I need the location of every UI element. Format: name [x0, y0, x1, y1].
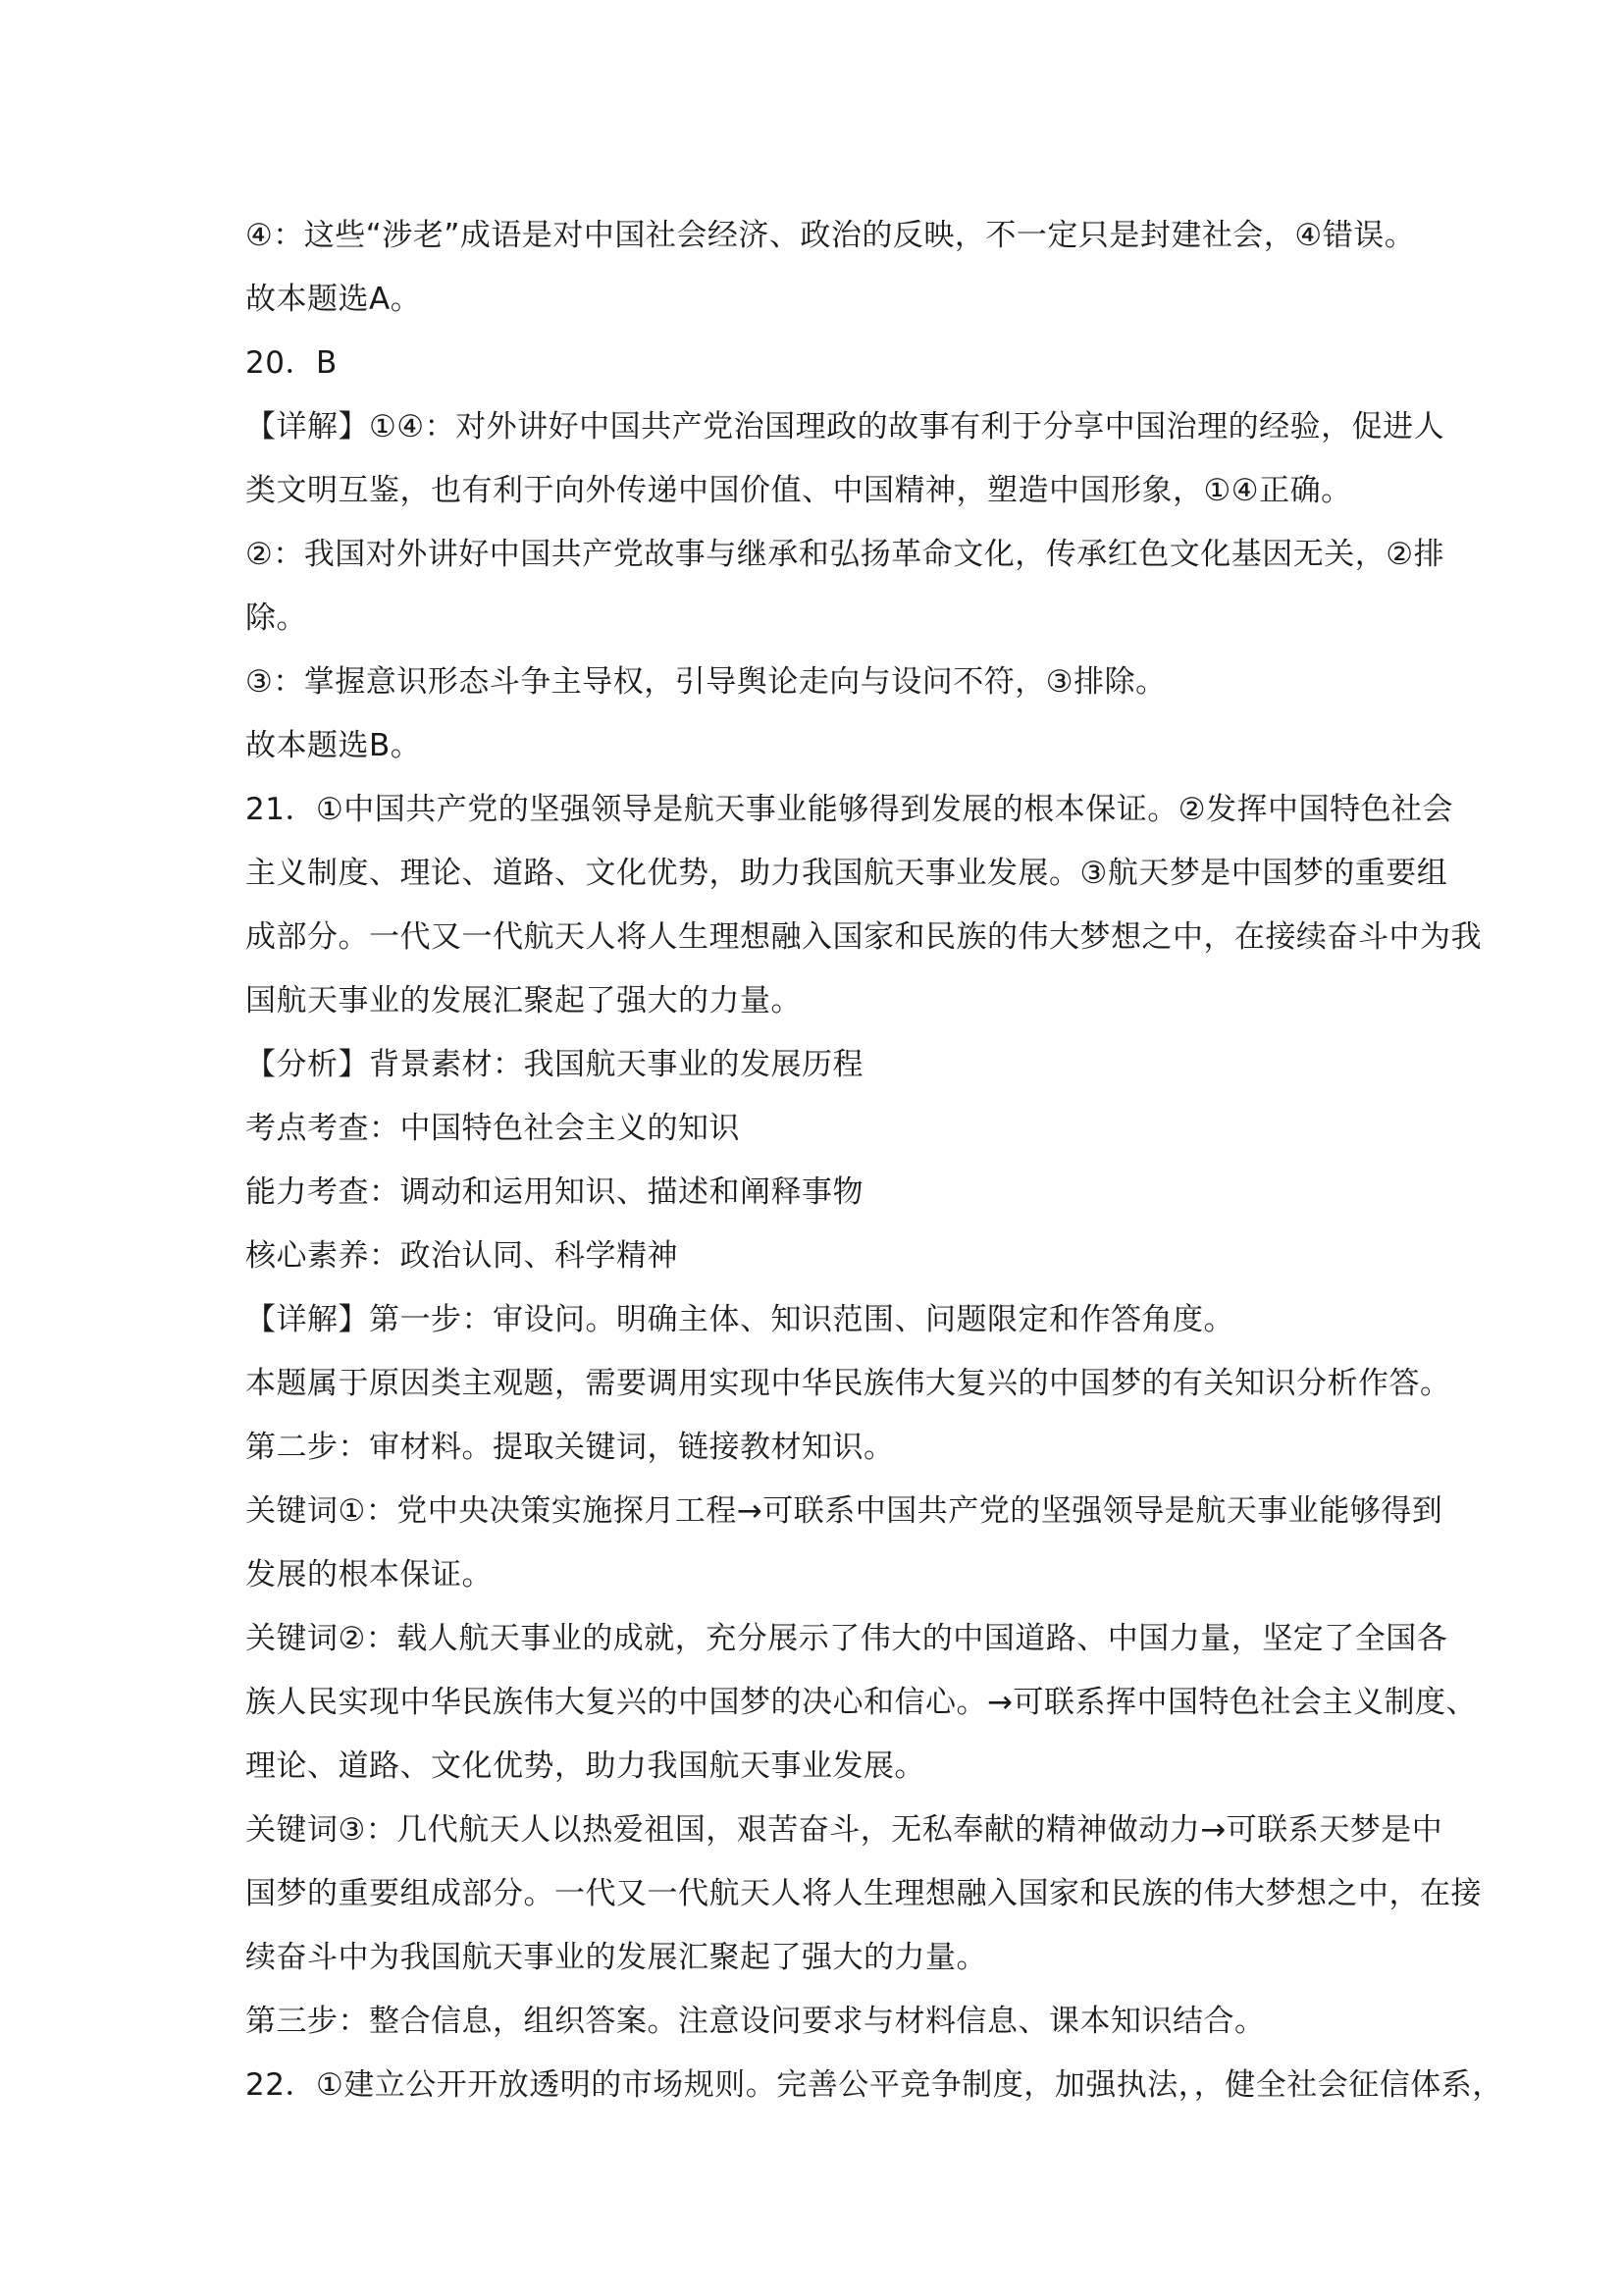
text-line: 21．①中国共产党的坚强领导是航天事业能够得到发展的根本保证。②发挥中国特色社会 — [245, 792, 1454, 827]
text-line: 主义制度、理论、道路、文化优势，助力我国航天事业发展。③航天梦是中国梦的重要组 — [245, 856, 1448, 891]
text-line: 除。 — [245, 600, 307, 636]
text-line: ③：掌握意识形态斗争主导权，引导舆论走向与设问不符，③排除。 — [245, 664, 1167, 700]
text-line: 【分析】背景素材：我国航天事业的发展历程 — [245, 1047, 864, 1082]
text-line: 故本题选B。 — [245, 728, 422, 763]
text-line: ②：我国对外讲好中国共产党故事与继承和弘扬革命文化，传承红色文化基因无关，②排 — [245, 537, 1445, 572]
text-line: 第三步：整合信息，组织答案。注意设问要求与材料信息、课本知识结合。 — [245, 2004, 1266, 2039]
text-line: 成部分。一代又一代航天人将人生理想融入国家和民族的伟大梦想之中，在接续奋斗中为我 — [245, 919, 1482, 955]
text-line: 关键词①：党中央决策实施探月工程→可联系中国共产党的坚强领导是航天事业能够得到 — [245, 1493, 1443, 1529]
text-line: 本题属于原因类主观题，需要调用实现中华民族伟大复兴的中国梦的有关知识分析作答。 — [245, 1366, 1451, 1401]
text-line: 续奋斗中为我国航天事业的发展汇聚起了强大的力量。 — [245, 1940, 987, 1975]
text-line: 故本题选A。 — [245, 282, 422, 317]
text-line: 类文明互鉴，也有利于向外传递中国价值、中国精神，塑造中国形象，①④正确。 — [245, 473, 1352, 508]
text-line: 发展的根本保证。 — [245, 1557, 493, 1592]
text-line: 22．①建立公开开放透明的市场规则。完善公平竞争制度，加强执法，，健全社会征信体系， — [245, 2067, 1503, 2103]
text-line: 关键词③：几代航天人以热爱祖国，艰苦奋斗，无私奉献的精神做动力→可联系天梦是中 — [245, 1812, 1443, 1848]
text-line: 能力考查：调动和运用知识、描述和阐释事物 — [245, 1174, 864, 1210]
text-line: 考点考查：中国特色社会主义的知识 — [245, 1111, 740, 1146]
text-line: 核心素养：政治认同、科学精神 — [245, 1238, 678, 1274]
question-number: 20．B — [245, 345, 338, 381]
text-line: 【详解】第一步：审设问。明确主体、知识范围、问题限定和作答角度。 — [245, 1302, 1234, 1337]
text-line: 族人民实现中华民族伟大复兴的中国梦的决心和信心。→可联系挥中国特色社会主义制度、 — [245, 1685, 1477, 1720]
text-line: 【详解】①④：对外讲好中国共产党治国理政的故事有利于分享中国治理的经验，促进人 — [245, 409, 1445, 444]
document-body — [245, 204, 1503, 2117]
text-line: 国梦的重要组成部分。一代又一代航天人将人生理想融入国家和民族的伟大梦想之中，在接 — [245, 1876, 1482, 1911]
text-line: 国航天事业的发展汇聚起了强大的力量。 — [245, 983, 802, 1018]
text-line: 第二步：审材料。提取关键词，链接教材知识。 — [245, 1430, 895, 1465]
text-line: 关键词②：载人航天事业的成就，充分展示了伟大的中国道路、中国力量，坚定了全国各 — [245, 1621, 1448, 1656]
text-line: ④：这些“涉老”成语是对中国社会经济、政治的反映，不一定只是封建社会，④错误。 — [245, 218, 1416, 253]
text-line: 理论、道路、文化优势，助力我国航天事业发展。 — [245, 1748, 925, 1784]
